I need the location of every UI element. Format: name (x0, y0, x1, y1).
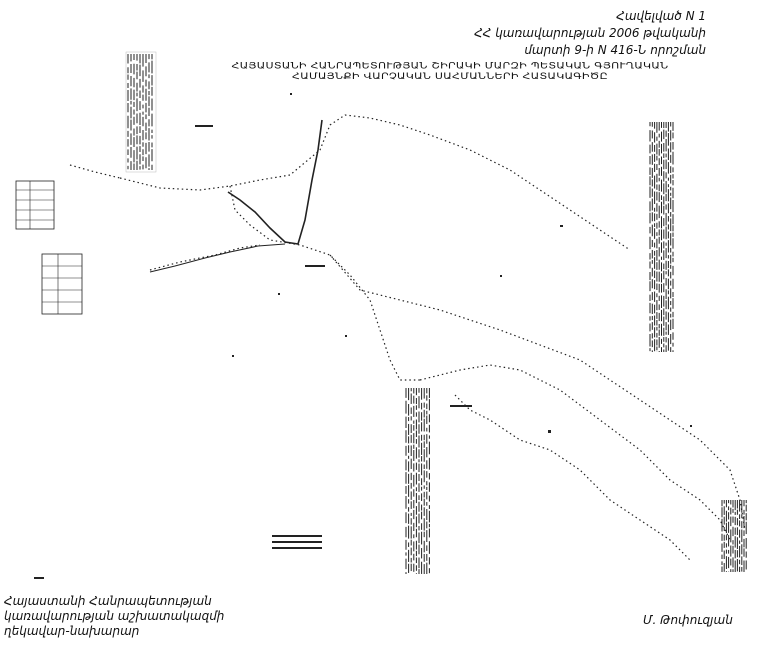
signature-left-line-1: Հայաստանի Հանրապետության (4, 594, 212, 608)
annex-line-3: մարտի 9-ի N 416-Ն որոշման (524, 43, 706, 57)
legend-table-left-2 (42, 254, 82, 314)
annex-line-2: ՀՀ կառավարության 2006 թվականի (474, 26, 706, 40)
map-title-line-1: ՀԱՅԱՍՏԱՆԻ ՀԱՆՐԱՊԵՏՈՒԹՅԱՆ ՇԻՐԱԿԻ ՄԱՐԶԻ ՊԵՏԱԿԱՆ ԳՅՈՒՂԱԿԱՆ (231, 60, 669, 71)
boundary-line-east (330, 255, 745, 530)
legend-block-right (650, 122, 673, 352)
annex-line-1: Հավելված N 1 (616, 9, 706, 23)
scale-note (272, 535, 322, 549)
road-line (150, 244, 285, 272)
map-title (230, 61, 670, 82)
boundary-line-southwest (455, 395, 690, 560)
legend-block-center (406, 388, 429, 574)
annex-header (466, 8, 706, 59)
boundary-line-far-west (70, 165, 120, 178)
signature-block-left (4, 594, 224, 639)
legend-block-bottom-right (722, 500, 746, 572)
signature-left-line-3: ղեկավար-նախարար (4, 624, 140, 638)
river-line (228, 120, 322, 244)
boundary-line-south (420, 365, 730, 540)
legend-table-left (16, 181, 54, 229)
legend-block-top-left (126, 52, 156, 172)
boundary-line-north (120, 115, 630, 250)
map-title-line-2: ՀԱՄԱՅՆՔԻ ՎԱՐՉԱԿԱՆ ՍԱՀՄԱՆՆԵՐԻ ՀԱՏԱԿԱԳԻԾԸ (292, 71, 608, 82)
signature-name-right: Մ. Թոփուզյան (643, 613, 733, 627)
signature-left-line-2: կառավարության աշխատակազմի (4, 609, 225, 623)
